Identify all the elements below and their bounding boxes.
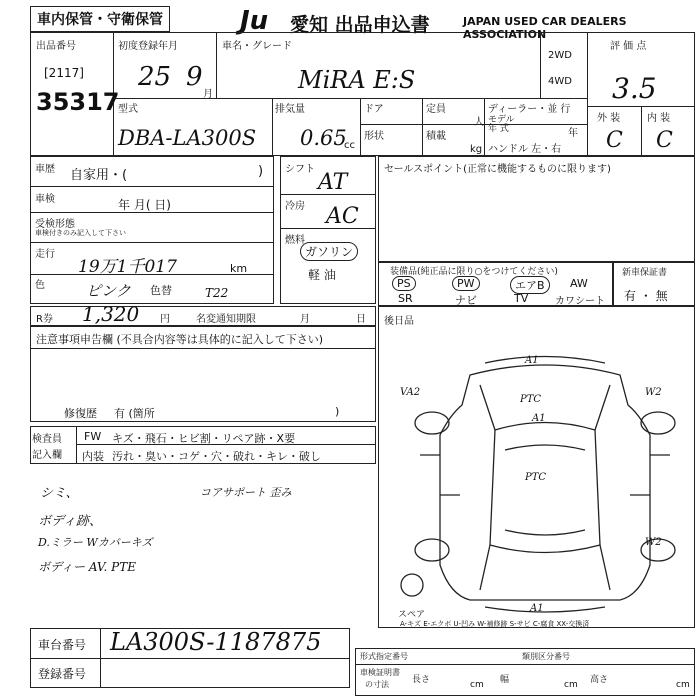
repair-label: 修復歴 — [64, 407, 97, 420]
note-line-4: D.ミラー Wカバーキズ — [38, 536, 153, 549]
color-value: ピンク — [86, 282, 131, 300]
rating-score: 3.5 — [612, 72, 657, 105]
fuel-diesel: 軽 油 — [308, 268, 336, 282]
lot-label: 出品番号 — [36, 41, 76, 52]
registration-month-unit: 月 — [203, 89, 213, 100]
interior-value: C — [656, 128, 673, 153]
sales-point-label: セールスポイント(正常に機能するものに限ります) — [384, 164, 611, 175]
form-title: 愛知 出品申込書 — [290, 14, 430, 36]
repair-close: ) — [335, 405, 340, 418]
doors-label: ドア — [364, 104, 384, 115]
lot-sub-number: [2117] — [44, 66, 84, 80]
capacity-label: 定員 — [426, 104, 446, 115]
chassis-label: 車台番号 — [38, 638, 87, 652]
receipt-note: 車検付きのみ記入して下さい — [35, 229, 126, 237]
model-year-label: モデル 年 式 — [488, 115, 515, 134]
deadline-month: 月 — [300, 314, 310, 325]
inspector-fw-label: FW — [84, 430, 102, 443]
mark-front-a1: A1 — [525, 355, 539, 366]
inspector-interior-items: 汚れ・臭い・コゲ・穴・破れ・キレ・破し — [112, 450, 321, 463]
warranty-label: 新車保証書 — [622, 268, 668, 278]
equip-airbag: エアB — [510, 276, 550, 294]
history-close: ) — [258, 164, 264, 179]
type-value: DBA-LA300S — [118, 126, 257, 150]
car-damage-diagram — [400, 345, 690, 615]
notes-label: 注意事項申告欄 (不具合内容等は具体的に記入して下さい) — [36, 333, 324, 346]
inspector-label-1: 検査員 — [32, 434, 62, 445]
storage-tab: 車内保管・守衛保管 — [30, 6, 170, 32]
model-label: 車名・グレード — [222, 41, 292, 52]
mileage-label: 走行 — [35, 249, 55, 260]
equipment-label: 装備品(純正品に限り○をつけてください) — [390, 267, 558, 277]
length-unit: cm — [470, 680, 484, 690]
aircon-value: AC — [326, 204, 359, 229]
note-line-3: ボディ跡、 — [38, 514, 102, 529]
shift-value: AT — [318, 170, 348, 195]
note-line-5: ボディー AV. PTE — [38, 560, 136, 574]
mark-hood-ptc: PTC — [520, 394, 542, 405]
handle-label: ハンドル 左・右 — [488, 144, 562, 155]
registration-label: 初度登録年月 — [118, 41, 178, 52]
reg-number-label: 登録番号 — [38, 667, 87, 681]
rating-label: 評 価 点 — [610, 41, 647, 52]
inspector-label-2: 記入欄 — [32, 450, 62, 461]
spare-label: スペア — [398, 610, 426, 620]
diagram-legend: A-キズ E-エクボ U-凹み W-補修跡 S-サビ C-腐食 XX-交換済 — [400, 620, 590, 628]
note-line-1: シミ、 — [40, 486, 79, 501]
height-label: 高さ — [590, 675, 609, 685]
displacement-label: 排気量 — [275, 104, 305, 115]
type-label: 型式 — [118, 104, 138, 115]
aftermarket-label: 後日品 — [384, 316, 414, 327]
equip-tv: TV — [514, 292, 529, 305]
mark-rear-right-w2: W2 — [645, 537, 662, 548]
recycle-label: R券 — [36, 314, 53, 325]
reg-cert-sub: の寸法 — [365, 680, 389, 689]
mark-roof-ptc: PTC — [525, 472, 547, 483]
lot-number: 35317 — [36, 88, 120, 116]
width-unit: cm — [564, 680, 578, 690]
model-value: MiRA E:S — [298, 66, 416, 94]
warranty-value: 有 ・ 無 — [624, 289, 668, 303]
diagram-cabin — [490, 423, 600, 553]
load-label: 積載 — [426, 131, 446, 142]
wheel-front-right — [641, 412, 675, 434]
displacement-value: 0.65 — [300, 126, 347, 150]
exterior-value: C — [606, 128, 623, 153]
length-label: 長さ — [412, 675, 431, 685]
registration-year: 25 — [138, 62, 172, 92]
form-number-label: 形式指定番号 — [360, 652, 408, 661]
inspector-fw-items: キズ・飛石・ヒビ割・リペア跡・X要 — [112, 432, 296, 445]
equip-sr: SR — [398, 292, 413, 305]
recycle-unit: 円 — [160, 314, 170, 325]
capacity-unit: 人 — [474, 117, 484, 128]
shift-label: シフト — [285, 164, 315, 175]
aircon-label: 冷房 — [285, 201, 305, 212]
mark-rear-a1: A1 — [530, 603, 544, 614]
registration-month: 9 — [186, 62, 203, 92]
equip-seat: カワシート — [555, 296, 605, 307]
equip-ps: PS — [392, 276, 416, 291]
mileage-value: 19万1千017 — [78, 257, 177, 277]
wheel-front-left — [415, 412, 449, 434]
shape-label: 形状 — [364, 131, 384, 142]
color-label: 色 — [35, 280, 45, 291]
inspector-interior-label: 内装 — [82, 450, 104, 463]
note-line-2: コアサポート 歪み — [200, 486, 292, 499]
exterior-label: 外 装 — [597, 113, 621, 124]
reg-cert-label: 車検証明書 — [360, 668, 400, 677]
dealer-label: ディーラー・並 行 — [488, 104, 571, 115]
ju-logo: Ju — [240, 6, 269, 36]
width-label: 幅 — [500, 675, 510, 685]
interior-label: 内 装 — [647, 113, 671, 124]
association-name: JAPAN USED CAR DEALERS ASSOCIATION — [463, 15, 627, 41]
equip-pw: PW — [452, 276, 480, 291]
equip-navi: ナビ — [455, 294, 477, 307]
model-year-unit: 年 — [568, 128, 578, 139]
fuel-label: 燃料 — [285, 235, 305, 246]
history-value: 自家用・( — [70, 168, 128, 183]
class-number-label: 類別区分番号 — [522, 652, 570, 661]
spare-tire — [401, 574, 423, 596]
color-code: T22 — [205, 286, 229, 300]
color-change-label: 色替 — [150, 284, 172, 297]
drive-4wd: 4WD — [548, 76, 572, 87]
wheel-rear-left — [415, 539, 449, 561]
mark-right-w2: W2 — [645, 387, 662, 398]
mark-left-va2: VA2 — [400, 387, 421, 398]
drive-2wd: 2WD — [548, 50, 572, 61]
repair-value: 有 (箇所 — [114, 407, 155, 420]
recycle-value: 1,320 — [82, 302, 140, 326]
mileage-unit: km — [230, 262, 248, 275]
chassis-value: LA300S-1187875 — [110, 628, 322, 656]
load-unit: kg — [470, 144, 483, 155]
inspection-fields: 年 月( 日) — [118, 198, 171, 212]
fuel-gasoline: ガソリン — [300, 242, 358, 261]
height-unit: cm — [676, 680, 690, 690]
displacement-unit: cc — [344, 140, 355, 151]
mark-windshield-a1: A1 — [532, 413, 546, 424]
equip-aw: AW — [570, 277, 588, 290]
history-label: 車歴 — [35, 164, 55, 175]
deadline-label: 名変通知期限 — [196, 314, 256, 325]
inspection-label: 車検 — [35, 194, 55, 205]
receipt-label: 受検形態 — [35, 219, 75, 230]
deadline-day: 日 — [356, 314, 366, 325]
